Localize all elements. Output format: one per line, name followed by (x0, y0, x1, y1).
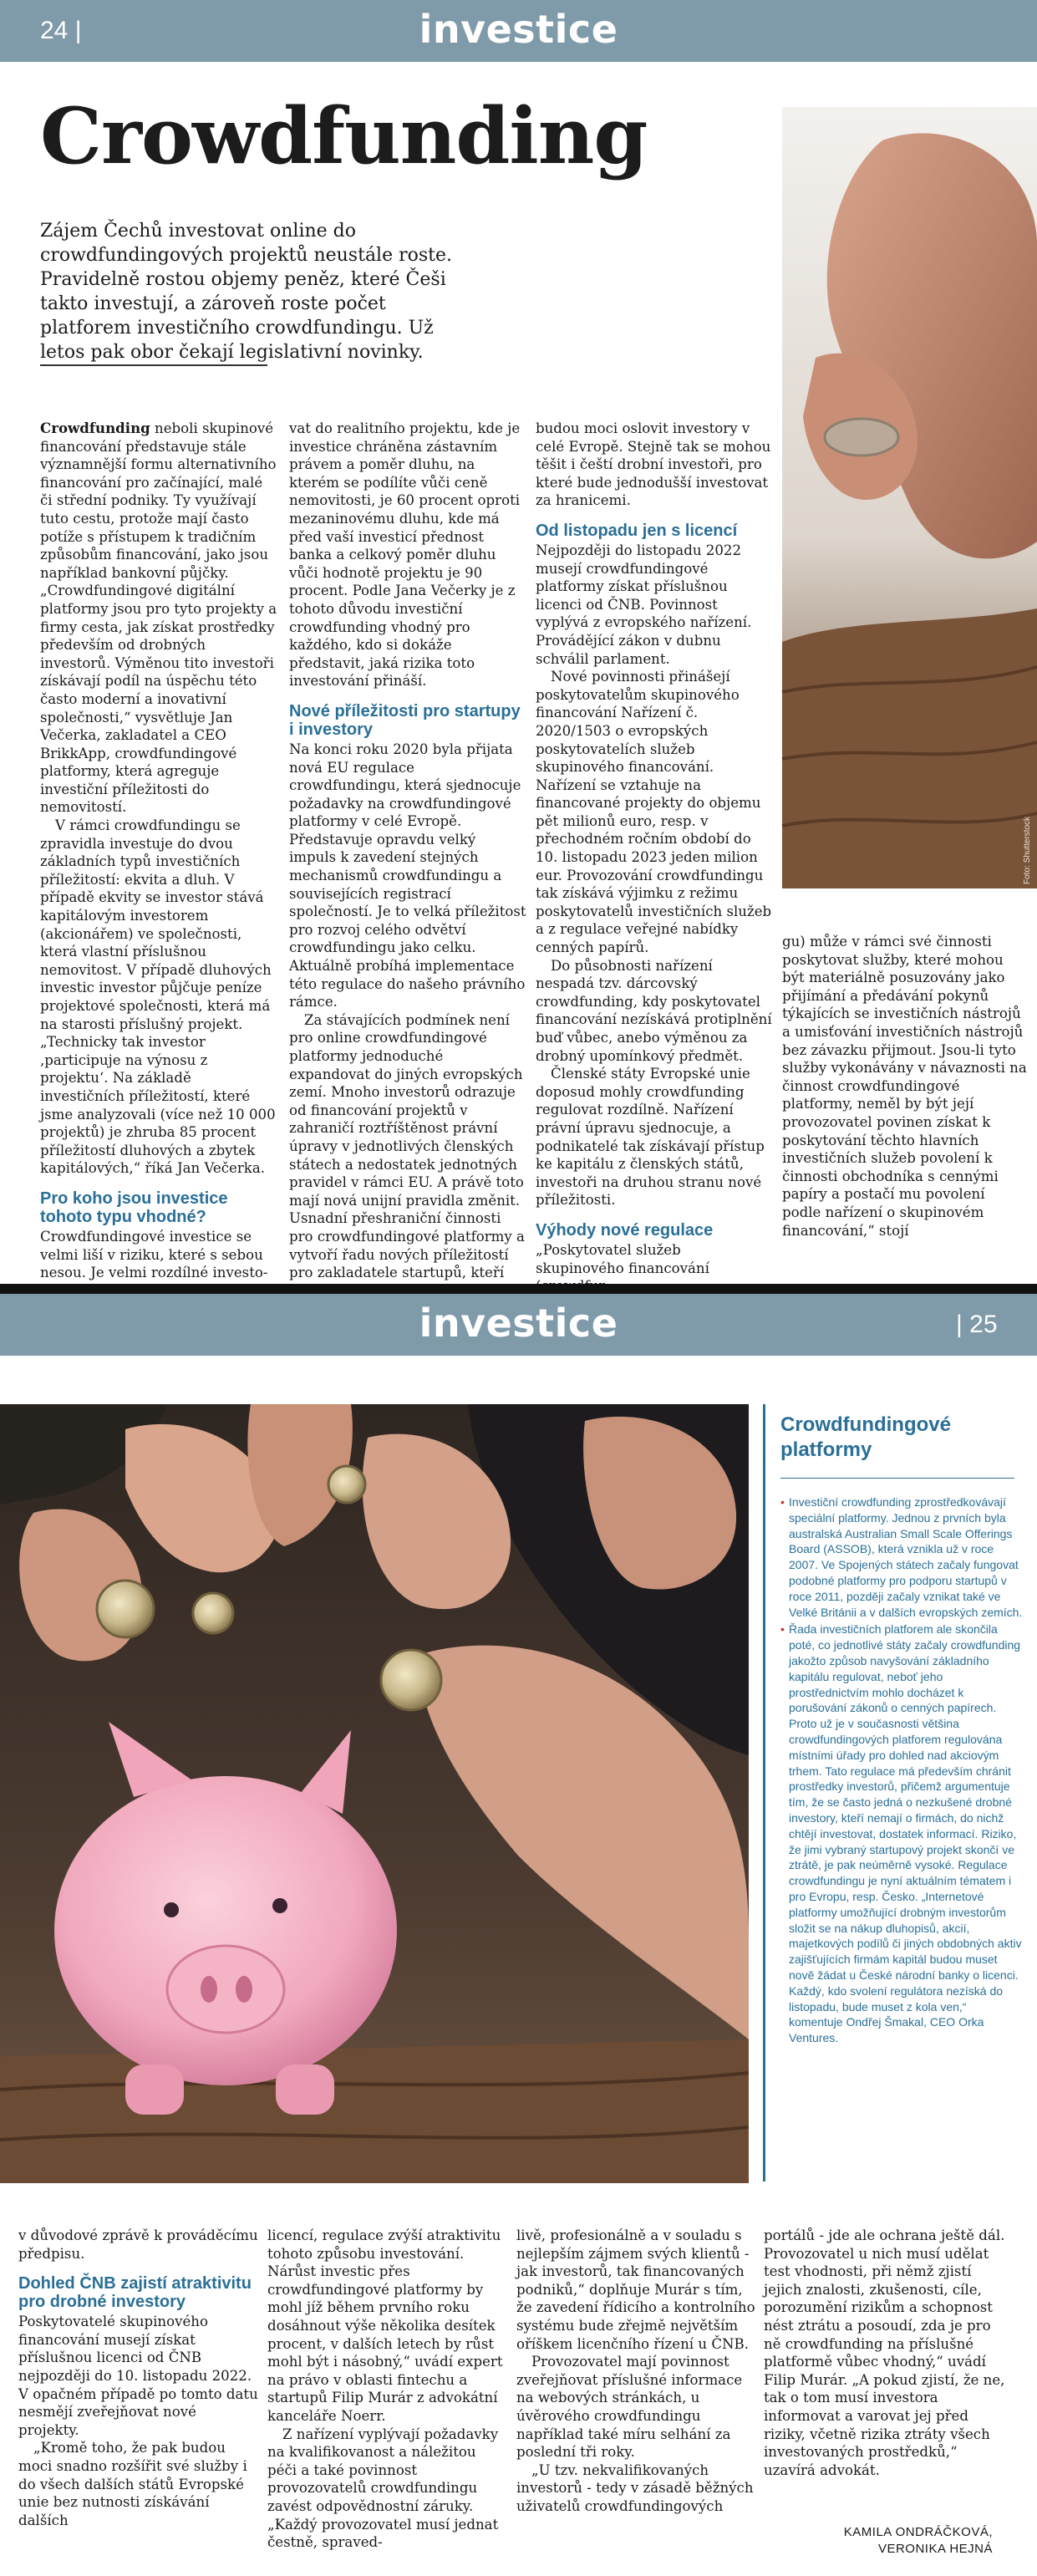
paragraph: licencí, regulace zvýší atraktivitu tohoto způsobu investování. Nárůst investic přes crowdfundingové platformy by mohl jíž během prvního roku dosáhnout výše několika desítek procent, v dalších letech by růst mohl být i násobný,“ uvádí expert na právo v oblasti fintechu a startupů Filip Murár z advokátní kanceláře Noerr. (267, 2227, 503, 2424)
page-header-left (0, 0, 1037, 62)
paragraph: Crowdfundingové investice se velmi liší v riziku, které s sebou nesou. Je velmi rozdílné investo- (40, 1228, 268, 1281)
piggy-bank-photo (0, 1404, 749, 2183)
paragraph: budou moci oslovit investory v celé Evropě. Stejně tak se mohou těšit i čeští drobní investoři, pro které bude jednodušší investovat za hranicemi. (536, 420, 771, 509)
subheading: Výhody nové regulace (536, 1220, 714, 1240)
page-separator (0, 1284, 1037, 1294)
paragraph: Poskytovatelé skupinového financování musejí získat příslušnou licenci od ČNB nejpozději do 10. listopadu 2022. V opačném případě po tomto datu nesmějí zveřejňovat nové projekty. (18, 2314, 258, 2438)
article-column-4 (782, 933, 1028, 1267)
coin-hand-photo (782, 107, 1037, 888)
article-column-5 (18, 2227, 259, 2528)
page-header-right (0, 1294, 1037, 1356)
paragraph: gu) může v rámci své činnosti poskytovat služby, které mohou být materiálně posuzovány jako přijímání a předávání pokynů týkajících se investičních nástrojů a umisťování investičních nástrojů bez závazku přijmout. Jsou-li tyto služby vykonávány v návaznosti na činnost crowdfundingové platformy, neměl by být její provozovatel povinen získat k poskytování těchto hlavních investičních služeb povolení k činnosti obchodníka s cennými papíry a postačí mu povolení podle nařízení o skupinovém financování,“ stojí (782, 934, 1027, 1239)
sidebar-list-item: • Investiční crowdfunding zprostředkovávají speciální platformy. Jednou z prvních byla australská Australian Small Scale Offerings Board (ASSOB), která vznikla už v roce 2007. Ve Spojených státech začaly fungovat podobné platformy pro podporu startupů v roce 2011, později začaly vznikat také ve Velké Británii a v dalších evropských zemích. (780, 1494, 1023, 1620)
paragraph: Nové povinnosti přinášejí poskytovatelům skupinového financování Nařízení č. 2020/1503 o evropských poskytovatelích služeb skupinového financování. Nařízení se vztahuje na financované projekty do objemu pět milionů euro, resp. v přechodném ročním období do 10. listopadu 2023 jeden milion eur. Provozování crowdfundingu tak získává výjimku z režimu poskytovatelů investičních služeb a z regulace veřejné nabídky cenných papírů. (536, 669, 772, 956)
lead-keyword: Crowdfunding (40, 420, 150, 436)
paragraph: livě, profesionálně a v souladu s nejlepším zájmem svých klientů - jak investorů, tak financovaných podniků,“ doplňuje Murár s tím, že zavedení řídicího a kontrolního systému bude zřejmě největším oříškem licenčního řízení u ČNB. (516, 2227, 755, 2352)
author-line: VERONIKA HEJNÁ (877, 2542, 993, 2556)
paragraph: „U tzv. nekvalifikovaných investorů - tedy v zásadě běžných uživatelů crowdfundingových (516, 2461, 754, 2514)
subheading: Nové příležitosti pro startupy i investory (289, 701, 521, 739)
paragraph: Do působnosti nařízení nespadá tzv. dárcovský crowdfunding, kdy poskytovatel financování nezískává protiplnění buď vůbec, anebo výměnou za drobný upomínkový předmět. (536, 957, 772, 1064)
article-lead: Zájem Čechů investovat online do crowdfundingových projektů neustále roste. Pravidelně rostou objemy peněz, které Češi takto investují, a zároveň roste počet platforem investičního crowdfundingu. Už letos pak obor čekají legislativní novinky. (40, 221, 453, 363)
paragraph: v důvodové zprávě k prováděcímu předpisu. (18, 2227, 258, 2262)
section-title: investice (419, 7, 618, 52)
sidebar-box (763, 1404, 1027, 2181)
article-title: Crowdfunding (40, 90, 648, 181)
article-column-8 (764, 2227, 1006, 2519)
author-signature (759, 2524, 993, 2558)
subheading: Dohled ČNB zajistí atraktivitu pro drobné investory (18, 2274, 252, 2312)
sidebar-divider (780, 1478, 1014, 1479)
paragraph: vat do realitního projektu, kde je investice chráněna zástavním právem a poměr dluhu, na kterém se podílíte vůči ceně nemovitosti, je 60 procent oproti mezaninovému dluhu, kde má před vaší investicí přednost banka a celkový poměr dluhu vůči hodnotě projektu je 90 procent. Podle Jana Večerky je z tohoto důvodu investiční crowdfunding vhodný pro každého, kdo si dokáže představit, jaká rizika toto investování přináší. (289, 420, 521, 690)
paragraph: Provozovatel mají povinnost zveřejňovat příslušné informace na webových stránkách, u úvěrového crowdfundingu například také míru selhání za poslední tři roky. (516, 2354, 743, 2461)
paragraph: V rámci crowdfundingu se zpravidla investuje do dvou základních typů investičních příležitostí: ekvita a dluh. V případě ekvity se investor stává kapitálovým investorem (akcionářem) ve společnosti, která vlastní příslušnou nemovitost. V případě dluhových investic investor půjčuje peníze projektové společnosti, která má na starosti příslušný projekt. „Technicky tak investor ‚participuje na výnosu z projektu‘. Na základě investičních příležitostí, které jsme analyzovali (více než 10 000 projektů) je zhruba 85 procent příležitostí dluhových a zbytek kapitálových,“ říká Jan Večerka. (40, 817, 276, 1177)
article-column-6 (267, 2227, 508, 2551)
section-title: investice (419, 1301, 618, 1346)
subheading: Pro koho jsou investice tohoto typu vhodné? (40, 1189, 228, 1226)
lead-divider (40, 364, 267, 366)
article-column-2 (289, 420, 526, 1281)
sidebar-list-item: • Řada investičních platforem ale skončila poté, co jednotlivé státy začaly crowdfunding jakožto způsob navyšování základního kapitálu regulovat, neboť jeho prostřednictvím mohlo docházet k porušování zákonů o cenných papírech. Proto už je v současnosti většina crowdfundingových platforem regulována místními úřady pro dohled nad akciovým trhem. Tato regulace má především chránit prostředky investorů, přičemž argumentuje tím, že se často jedná o nezkušené drobné investory, kteří nemají o firmách, do nichž chtějí investovat, dostatek informací. Riziko, že jimi vybraný startupový projekt skončí ve ztrátě, je pak neúměrně vysoké. Regulace crowdfundingu je nyní aktuálním tématem i pro Evropu, resp. Česko. „Internetové platformy umožňující drobným investorům složit se na nákup dluhopisů, akcií, majetkových podílů či jiných obdobných aktiv zajišťujících firmám kapitál budou muset nově žádat u České národní banky o licenci. Každý, kdo svolení regulátora nezíská do listopadu, bude muset z kola ven,“ komentuje Ondřej Šmakal, CEO Orka Ventures. (780, 1621, 1023, 2046)
paragraph: „Poskytovatel služeb skupinového financování (536, 1241, 709, 1276)
sidebar-list (780, 1494, 1023, 2048)
subheading: Od listopadu jen s licencí (536, 521, 738, 540)
paragraph: Členské státy Evropské unie doposud mohly crowdfunding regulovat rozdílně. Nařízení právní úpravu sjednocuje, a podnikatelé tak získávají přístup ke kapitálu z členských států, investoři na druhou stranu nové příležitosti. (536, 1066, 765, 1209)
article-column-1 (40, 420, 279, 1281)
sidebar-title: Crowdfundingové platformy (780, 1413, 951, 1461)
paragraph: „Kromě toho, že pak budou moci snadno rozšířit své služby i do všech dalších států Evropské unie bez nutnosti získávání dalších (18, 2440, 247, 2528)
paragraph: Z nařízení vyplývají požadavky na kvalifikovanost a náležitou péči a také povinnost provozovatelů crowdfundingu zavést odpovědnostní záruky. „Každý provozovatel musí jednat čestně, spraved- (267, 2426, 499, 2551)
paragraph: portálů - jde ale ochrana ještě dál. Provozovatel u nich musí udělat test vhodnosti, při němž zjistí jejich znalosti, zkušenosti, cíle, porozumění rizikům a schopnost nést ztrátu a posoudí, zda je pro ně crowdfunding na příslušné platformě vůbec vhodný,“ uvádí Filip Murár. „A pokud zjistí, že ne, tak o tom musí investora informovat a varovat jej před riziky, včetně rizika ztráty všech investovaných prostředků,“ uzavírá advokát. (764, 2227, 1005, 2478)
article-column-7 (516, 2227, 755, 2519)
paragraph: Nejpozději do listopadu 2022 musejí crowdfundingové platformy získat příslušnou licenci od ČNB. Povinnost vyplývá z evropského nařízení. Provádějící zákon v dubnu schválil parlament. (536, 542, 752, 667)
page-number: 24 | (40, 17, 82, 44)
author-line: KAMILA ONDRÁČKOVÁ, (843, 2525, 993, 2539)
paragraph: Za stávajících podmínek není pro online crowdfundingové platformy jednoduché expandovat do jiných evropských zemí. Mnoho investorů odrazuje od financování projektů v zahraničí roztříštěnost právní úpravy v jednotlivých členských státech a nedostatek jednotných pravidel v rámci EU. A právě toto mají nová unijní pravidla změnit. Usnadní přeshraniční činnosti pro crowdfundingové platformy a vytvoří řadu nových příležitostí pro zakladatele startupů, kteří (289, 1011, 525, 1281)
paragraph: Na konci roku 2020 byla přijata nová EU regulace crowdfundingu, která sjednocuje požadavky na crowdfundingové platformy v celé Evropě. Představuje opravdu velký impuls k zavedení stejných mechanismů crowdfundingu a souvisejících registrací společností. Je to velká příležitost pro rozvoj celého odvětví crowdfundingu jako celku. Aktuálně probíhá implementace této regulace do našeho právního rámce. (289, 741, 526, 1011)
page-number: | 25 (956, 1311, 998, 1338)
paragraph: neboli skupinové financování představuje stále významnější formu alternativního financování pro začínající, malé či střední podniky. Ty využívají tuto cestu, protože mají často potíže s přístupem k tradičním způsobům financování, jako jsou například bankovní půjčky. „Crowdfundingové digitální platformy jsou pro tyto projekty a firmy cesta, jak získat prostředky především od drobných investorů. Výměnou tito investoři získávají podíl na úspěchu této často moderní a inovativní společnosti,“ vysvětluje Jan Večerka, zakladatel a CEO BrikkApp, crowdfundingové platformy, která agreguje investiční příležitosti do nemovitostí. (40, 420, 277, 816)
article-column-3 (536, 420, 773, 1276)
photo-credit: Foto: Shutterstock (1023, 816, 1032, 884)
